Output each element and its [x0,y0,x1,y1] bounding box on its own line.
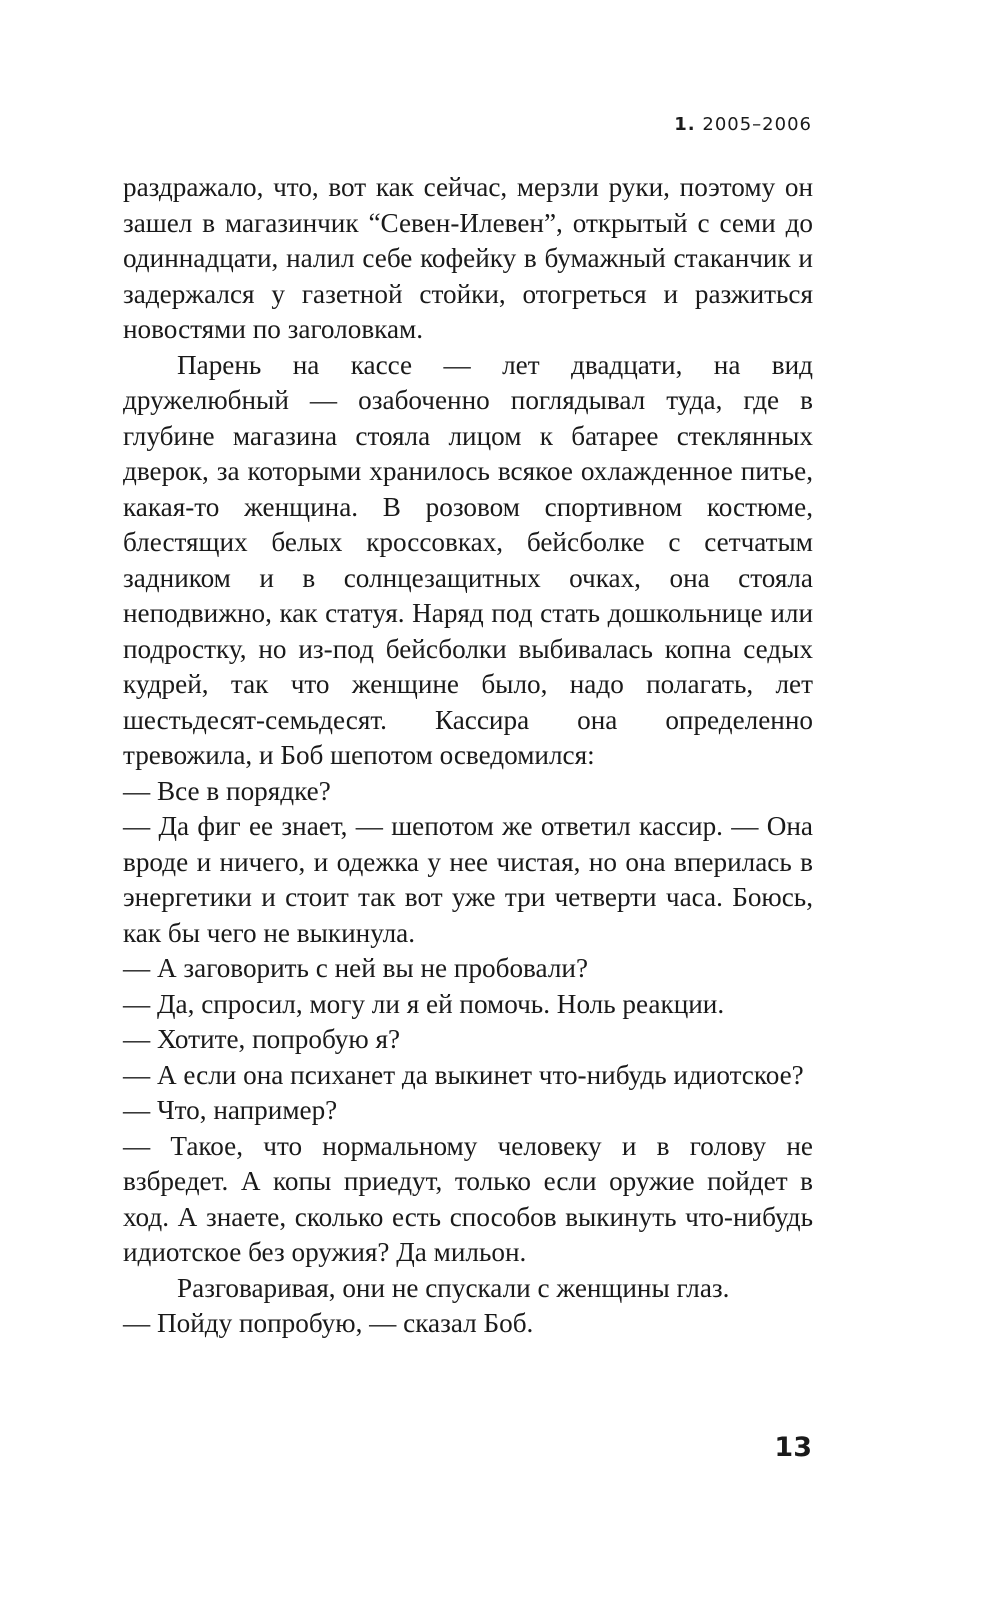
running-head [674,114,812,135]
page-number: 13 [774,1432,812,1463]
dialogue-line: — Такое, что нормальному человеку и в голову не взбредет. А копы приедут, только если оружие пойдет в ход. А знаете, сколько есть способов выкинуть что-нибудь идиотское без оружия? Да мильон. [123,1130,813,1267]
paragraph: Парень на кассе — лет двадцати, на вид дружелюбный — озабоченно поглядывал туда, где в глубине магазина стояла лицом к батарее стеклянных дверок, за которыми хранилось всякое охлажденное питье, какая-то женщина. В розовом спортивном костюме, блестящих белых кроссовках, бейсболке с сетчатым задником и в солнцезащитных очках, она стояла неподвижно, как статуя. Наряд под стать дошкольнице или подростку, но из-под бейсболки выбивалась копна седых кудрей, так что женщине было, надо полагать, лет шестьдесят-семьдесят. Кассира она определенно тревожила, и Боб шепотом осведомился: [123,349,813,770]
chapter-years: 2005–2006 [702,114,812,135]
dialogue-line: — Все в порядке? [123,775,331,806]
dialogue-line: — Что, например? [123,1095,338,1125]
dialogue-line: — Пойду попробую, — сказал Боб. [123,1308,534,1338]
dialogue-line: — Да, спросил, могу ли я ей помочь. Ноль реакции. [123,988,725,1019]
body-text [123,170,813,1342]
chapter-number: 1. [674,114,696,135]
dialogue-line: — А заговорить с ней вы не пробовали? [123,953,589,983]
dialogue-line: — Да фиг ее знает, — шепотом же ответил кассир. — Она вроде и ничего, и одежка у нее чистая, но она вперилась в энергетики и стоит так вот уже три четверти часа. Боюсь, как бы чего не выкинула. [123,811,813,948]
dialogue-line: — Хотите, попробую я? [123,1024,401,1054]
paragraph: Разговаривая, они не спускали с женщины глаз. [177,1272,730,1303]
paragraph: раздражало, что, вот как сейчас, мерзли руки, поэтому он зашел в магазинчик “Севен-Илевен”, открытый с семи до одиннадцати, налил себе кофейку в бумажный стаканчик и задержался у газетной стойки, отогреться и разжиться новостями по заголовкам. [123,172,813,344]
dialogue-line: — А если она психанет да выкинет что-нибудь идиотское? [123,1059,804,1090]
